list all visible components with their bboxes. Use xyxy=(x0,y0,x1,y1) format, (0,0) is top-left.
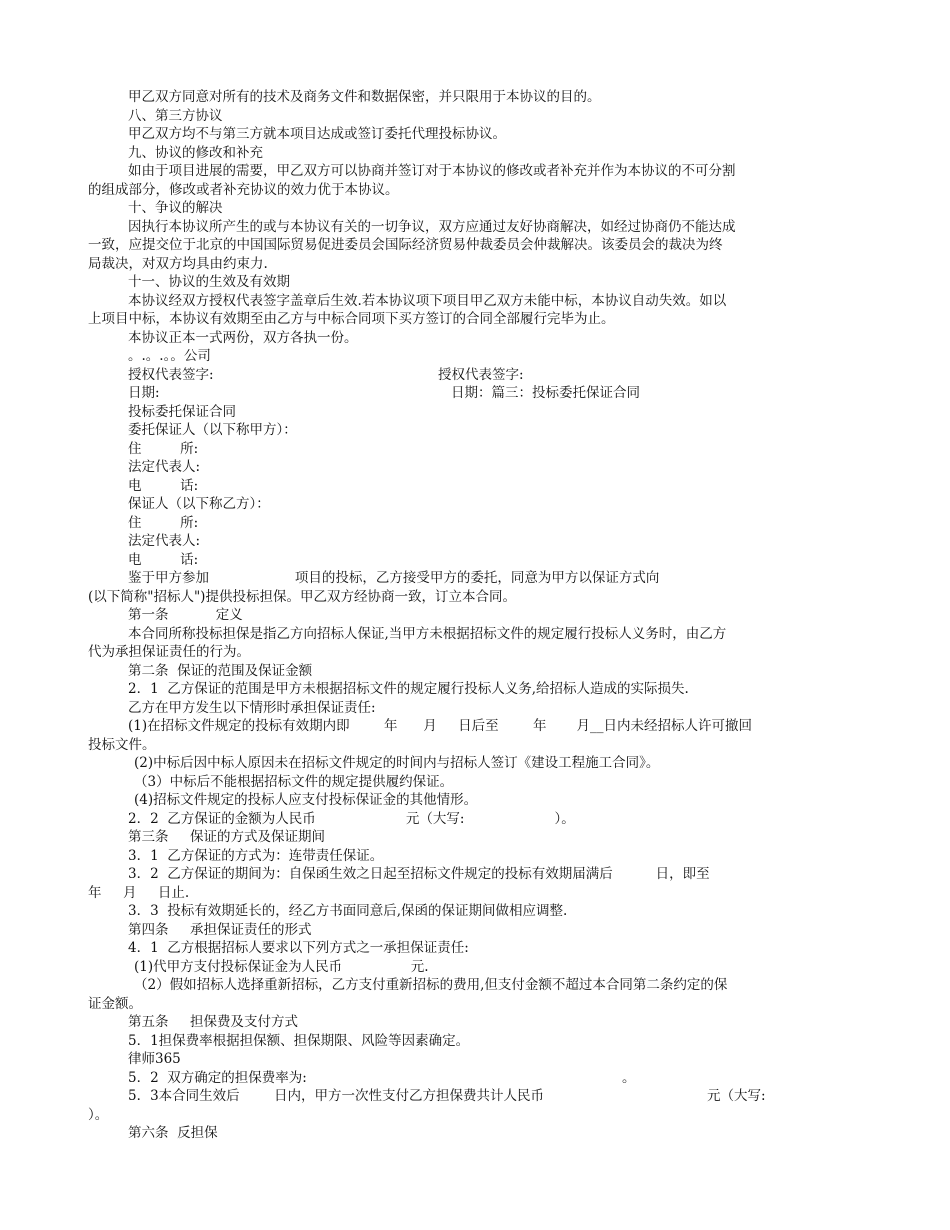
text-line: 。.。.。。公司 xyxy=(128,348,211,364)
text-line: 鉴于甲方参加 项目的投标，乙方接受甲方的委托，同意为甲方以保证方式向 xyxy=(128,570,660,586)
text-line: 甲乙双方同意对所有的技术及商务文件和数据保密，并只限用于本协议的目的。 xyxy=(128,89,601,105)
text-line: 甲乙双方均不与第三方就本项目达成或签订委托代理投标协议。 xyxy=(128,126,506,142)
text-line: 第六条 反担保 xyxy=(128,1125,218,1141)
text-line: 第二条 保证的范围及保证金额 xyxy=(128,663,313,679)
text-line: (1)在招标文件规定的投标有效期内即 年 月 日后至 年 月__日内未经招标人许可撤回 xyxy=(128,718,753,734)
text-line: 5．2 双方确定的担保费率为: xyxy=(128,1070,307,1086)
text-line: 上项目中标，本协议有效期至由乙方与中标合同项下买方签订的合同全部履行完毕为止。 xyxy=(88,311,615,327)
text-line: (1)代甲方支付投标保证金为人民币 元. xyxy=(134,959,429,975)
text-line: 第三条 保证的方式及保证期间 xyxy=(128,829,325,845)
text-line: 住 所: xyxy=(128,515,199,531)
text-line: 5．3本合同生效后 日内，甲方一次性支付乙方担保费共计人民币 xyxy=(128,1088,545,1104)
text-line: 十、争议的解决 xyxy=(128,200,223,216)
text-line: （3）中标后不能根据招标文件的规定提供履约保证。 xyxy=(134,774,454,790)
text-line: 授权代表签字: xyxy=(438,367,524,383)
text-line: 代为承担保证责任的行为。 xyxy=(88,644,250,660)
text-line: 5．1担保费率根据担保额、担保期限、风险等因素确定。 xyxy=(128,1033,470,1049)
text-line: 如由于项目进展的需要，甲乙双方可以协商并签订对于本协议的修改或者补充并作为本协议的不可分割 xyxy=(128,163,736,179)
text-line: 授权代表签字: xyxy=(128,367,214,383)
text-line: 十一、协议的生效及有效期 xyxy=(128,274,290,290)
text-line: 委托保证人（以下称甲方）： xyxy=(128,422,297,438)
text-line: 第五条 担保费及支付方式 xyxy=(128,1014,298,1030)
text-line: 。 xyxy=(622,1070,636,1086)
text-line: 法定代表人: xyxy=(128,459,201,475)
text-line: (2)中标后因中标人原因未在招标文件规定的时间内与招标人签订《建设工程施工合同》。 xyxy=(134,755,660,771)
text-line: 保证人（以下称乙方）： xyxy=(128,496,270,512)
text-line: 法定代表人: xyxy=(128,533,201,549)
text-line: 住 所: xyxy=(128,441,199,457)
text-line: 电 话: xyxy=(128,552,199,568)
text-line: 本协议经双方授权代表签字盖章后生效.若本协议项下项目甲乙双方未能中标，本协议自动失效。如以 xyxy=(128,293,727,309)
text-line: 的组成部分，修改或者补充协议的效力优于本协议。 xyxy=(88,182,399,198)
text-line: 3．2 乙方保证的期间为：自保函生效之日起至招标文件规定的投标有效期届满后 日，即至 xyxy=(128,866,710,882)
text-line: 一致，应提交位于北京的中国国际贸易促进委员会国际经济贸易仲裁委员会仲裁解决。该委员会的裁决为终 xyxy=(88,237,723,253)
text-line: 日期: xyxy=(128,385,160,401)
text-line: 乙方在甲方发生以下情形时承担保证责任: xyxy=(128,700,376,716)
text-line: 第四条 承担保证责任的形式 xyxy=(128,922,312,938)
text-line: 律师365 xyxy=(128,1051,181,1067)
text-line: 投标文件。 xyxy=(88,737,156,753)
text-line: 年 月 日止. xyxy=(88,885,190,901)
text-line: 3．3 投标有效期延长的，经乙方书面同意后,保函的保证期间做相应调整. xyxy=(128,903,568,919)
text-line: （2）假如招标人选择重新招标，乙方支付重新招标的费用,但支付金额不超过本合同第二条约定的保 xyxy=(134,977,728,993)
text-line: 本协议正本一式两份，双方各执一份。 xyxy=(128,330,358,346)
text-line: 4．1 乙方根据招标人要求以下列方式之一承担保证责任: xyxy=(128,940,469,956)
text-line: 投标委托保证合同 xyxy=(128,404,236,420)
text-line: 日期：篇三：投标委托保证合同 xyxy=(451,385,640,401)
text-line: 本合同所称投标担保是指乙方向招标人保证,当甲方未根据招标文件的规定履行投标人义务时，由乙方 xyxy=(128,626,727,642)
text-line: 证金额。 xyxy=(88,996,142,1012)
text-line: 2．1 乙方保证的范围是甲方未根据招标文件的规定履行投标人义务,给招标人造成的实际损失. xyxy=(128,681,689,697)
text-line: 2．2 乙方保证的金额为人民币 元（大写: ）。 xyxy=(128,811,575,827)
text-line: 八、第三方协议 xyxy=(128,108,223,124)
text-line: (4)招标文件规定的投标人应支付投标保证金的其他情形。 xyxy=(134,792,478,808)
text-line: 因执行本协议所产生的或与本协议有关的一切争议，双方应通过友好协商解决，如经过协商仍不能达成 xyxy=(128,219,736,235)
text-line: 九、协议的修改和补充 xyxy=(128,145,263,161)
text-line: 元（大写: xyxy=(707,1088,766,1104)
text-line: ）。 xyxy=(88,1107,109,1123)
text-line: 局裁决，对双方均具由约束力. xyxy=(88,256,268,272)
text-line: 第一条 定义 xyxy=(128,607,243,623)
text-line: (以下简称"招标人")提供投标担保。甲乙双方经协商一致，订立本合同。 xyxy=(88,589,516,605)
text-line: 电 话: xyxy=(128,478,199,494)
text-line: 3．1 乙方保证的方式为：连带责任保证。 xyxy=(128,848,384,864)
